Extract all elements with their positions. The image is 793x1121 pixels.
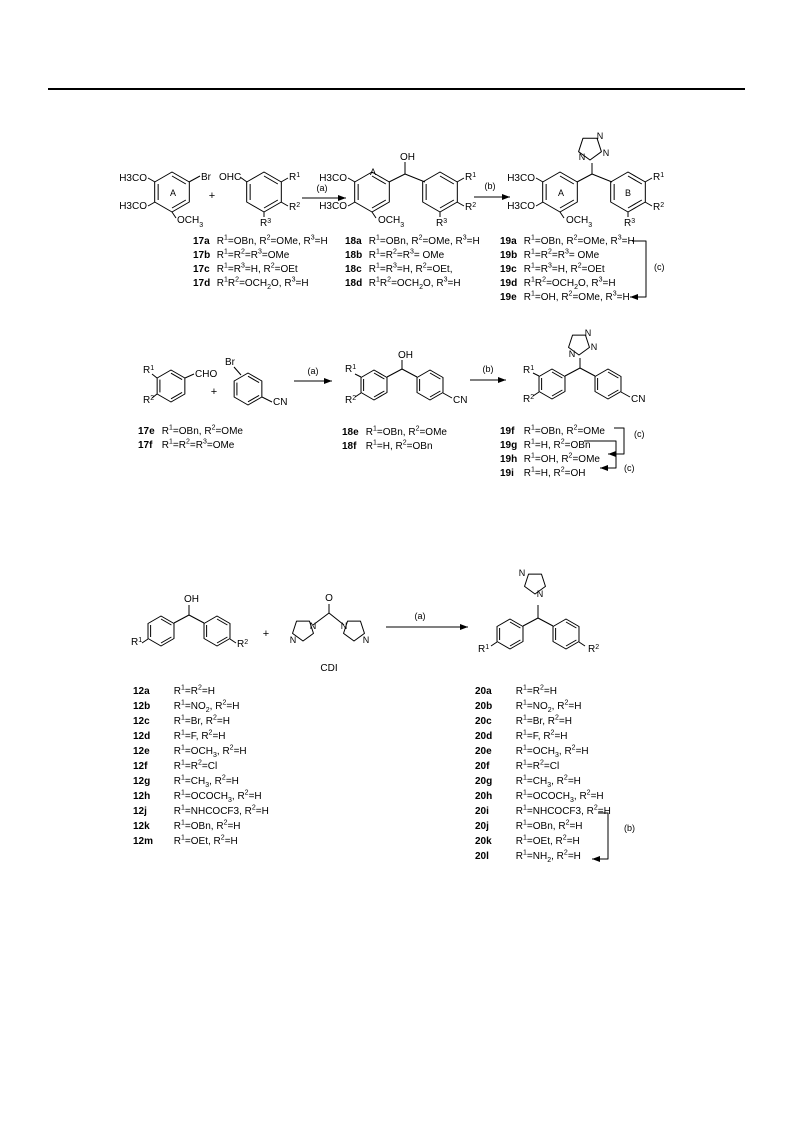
br-atom: Br bbox=[225, 357, 235, 368]
methoxy-group: $OCH_3$ bbox=[378, 215, 405, 229]
bond bbox=[443, 393, 452, 398]
compound-id: 20h bbox=[475, 791, 493, 802]
bracket-c bbox=[632, 241, 646, 297]
compound-substituents: $R^1=F$, $R^2=H$ bbox=[173, 729, 226, 742]
aromatic-bond bbox=[172, 176, 186, 184]
bond bbox=[523, 618, 538, 626]
compound-substituents: $R^1=OBn$, $R^2=H$ bbox=[515, 819, 583, 832]
bond bbox=[579, 642, 585, 646]
compound-id: 19i bbox=[500, 468, 514, 479]
compound-substituents: $R^1=R^2=H$ bbox=[515, 684, 557, 697]
compound-substituents: $R^1=R^2=Cl$ bbox=[515, 759, 560, 772]
compound-substituents: $R^1=CH_3$, $R^2=H$ bbox=[173, 774, 239, 789]
bond bbox=[457, 178, 464, 182]
compound-id: 19e bbox=[500, 292, 517, 303]
methoxy-group: $OCH_3$ bbox=[566, 215, 593, 229]
compound-id: 12m bbox=[133, 836, 154, 847]
r1-label: $R^1$ bbox=[523, 364, 535, 376]
bond bbox=[174, 615, 189, 623]
aromatic-bond bbox=[430, 391, 440, 397]
aromatic-bond bbox=[372, 200, 386, 208]
r1-label: $R^1$ bbox=[465, 171, 477, 183]
bond bbox=[577, 174, 592, 182]
compound-substituents: $R^1=NO_2$, $R^2=H$ bbox=[515, 699, 582, 714]
compound-entry-20d bbox=[475, 731, 568, 743]
compound-substituents: $R^1R^2=OCH_2O$, $R^3=H$ bbox=[368, 276, 461, 291]
aryl-ring bbox=[361, 370, 387, 400]
aromatic-bond bbox=[552, 390, 562, 396]
aromatic-bond bbox=[430, 373, 440, 379]
compound-id: 12c bbox=[133, 716, 150, 727]
compound-substituents: $R^1=R^2=R^3=$ OMe bbox=[523, 248, 600, 261]
compound-substituents: $R^1R^2=OCH_2O$, $R^3=H$ bbox=[216, 276, 309, 291]
bond bbox=[148, 202, 155, 206]
bond bbox=[645, 202, 652, 206]
compound-entry-17a bbox=[193, 236, 328, 248]
r2-label: $R^2$ bbox=[345, 394, 357, 406]
r3-label: $R^3$ bbox=[624, 217, 636, 229]
aldehyde-group: CHO bbox=[195, 369, 218, 380]
compound-substituents: $R^1=OBn$, $R^2=OMe$ bbox=[365, 425, 447, 438]
aromatic-bond bbox=[264, 176, 278, 184]
compound-substituents: $R^1=OBn$, $R^2=OMe$, $R^3=H$ bbox=[523, 234, 635, 247]
carbonyl-oxygen: O bbox=[325, 593, 333, 604]
compound-id: 17c bbox=[193, 264, 210, 275]
compound-id: 20b bbox=[475, 701, 493, 712]
compound-id: 18a bbox=[345, 236, 362, 247]
compound-entry-12m bbox=[133, 836, 238, 848]
bond bbox=[355, 374, 361, 377]
compound-entry-19d bbox=[500, 278, 616, 290]
ring-B-label: B bbox=[624, 188, 632, 198]
compound-id: 18f bbox=[342, 441, 357, 452]
bond bbox=[152, 374, 157, 378]
aromatic-bond bbox=[608, 372, 618, 378]
step-label-b: (b) bbox=[482, 364, 494, 374]
compound-entry-19a bbox=[500, 236, 635, 248]
compound-substituents: $R^1=NO_2$, $R^2=H$ bbox=[173, 699, 240, 714]
r2-label: $R^2$ bbox=[289, 201, 301, 213]
n-atom: N bbox=[289, 635, 297, 645]
compound-id: 20g bbox=[475, 776, 493, 787]
bond bbox=[148, 178, 155, 182]
bond bbox=[348, 202, 355, 206]
compound-id: 18d bbox=[345, 278, 363, 289]
r1-label: $R^1$ bbox=[478, 643, 490, 655]
compound-substituents: $R^1=OBn$, $R^2=H$ bbox=[173, 819, 241, 832]
aromatic-bond bbox=[566, 622, 576, 628]
aromatic-bond bbox=[248, 395, 259, 401]
bond bbox=[491, 642, 497, 646]
step-label-c: (c) bbox=[624, 463, 635, 473]
aromatic-bond bbox=[172, 200, 186, 208]
compound-id: 12f bbox=[133, 761, 148, 772]
compound-substituents: $R^1=OCH_3$, $R^2=H$ bbox=[515, 744, 589, 759]
aromatic-bond bbox=[264, 200, 278, 208]
compound-entry-12k bbox=[133, 821, 241, 833]
compound-entry-18c bbox=[345, 264, 453, 276]
compound-id: 19b bbox=[500, 250, 518, 261]
compound-entry-19e bbox=[500, 292, 630, 304]
aromatic-bond bbox=[217, 637, 227, 643]
compound-entry-20f bbox=[475, 761, 559, 773]
compound-id: 12b bbox=[133, 701, 151, 712]
compound-id: 17b bbox=[193, 250, 211, 261]
step-label-c: (c) bbox=[634, 429, 645, 439]
compound-substituents: $R^1=OEt$, $R^2=H$ bbox=[173, 834, 238, 847]
compound-substituents: $R^1=R^2=R^3=OMe$ bbox=[216, 248, 290, 261]
hydroxyl-group: OH bbox=[184, 594, 199, 605]
r3-label: $R^3$ bbox=[436, 217, 448, 229]
bond bbox=[536, 202, 543, 206]
step-label-b: (b) bbox=[484, 181, 496, 191]
bond bbox=[281, 202, 288, 206]
compound-id: 17e bbox=[138, 426, 155, 437]
aromatic-bond bbox=[217, 619, 227, 625]
aromatic-bond bbox=[171, 373, 182, 379]
compound-entry-12g bbox=[133, 776, 239, 788]
r2-label: $R^2$ bbox=[465, 201, 477, 213]
n-atom: N bbox=[568, 349, 576, 359]
compound-id: 19f bbox=[500, 426, 515, 437]
aromatic-bond bbox=[510, 640, 520, 646]
compound-substituents: $R^1=R^3=H$, $R^2=OEt$ bbox=[523, 262, 605, 275]
bond bbox=[389, 174, 405, 182]
bond bbox=[580, 368, 595, 376]
methoxy-group: H3CO bbox=[319, 173, 347, 184]
compound-entry-20c bbox=[475, 716, 572, 728]
compound-id: 19h bbox=[500, 454, 518, 465]
step-label-b: (b) bbox=[624, 823, 635, 833]
aldehyde-ring bbox=[247, 172, 282, 212]
compound-entry-12f bbox=[133, 761, 217, 773]
compound-entry-19h bbox=[500, 454, 600, 466]
compound-substituents: $R^1=Br$, $R^2=H$ bbox=[173, 714, 230, 727]
compound-entry-18f bbox=[342, 441, 433, 453]
compound-entry-19g bbox=[500, 440, 591, 452]
n-atom: N bbox=[309, 621, 317, 631]
bond bbox=[185, 374, 194, 378]
cdi-label: CDI bbox=[320, 663, 338, 674]
compound-substituents: $R^1R^2=OCH_2O$, $R^3=H$ bbox=[523, 276, 616, 291]
bond bbox=[645, 178, 652, 182]
r2-label: $R^2$ bbox=[588, 643, 600, 655]
bond bbox=[565, 368, 580, 376]
compound-entry-12a bbox=[133, 686, 215, 698]
compound-id: 12d bbox=[133, 731, 151, 742]
ring-A bbox=[355, 172, 390, 212]
n-atom: N bbox=[518, 568, 526, 578]
compound-entry-20h bbox=[475, 791, 604, 803]
bracket-b bbox=[592, 813, 608, 859]
ring-A-label: A bbox=[169, 188, 177, 198]
bond bbox=[262, 397, 272, 402]
compound-entry-20b bbox=[475, 701, 581, 713]
compound-substituents: $R^1=OBn$, $R^2=OMe$ bbox=[523, 424, 605, 437]
aromatic-bond bbox=[374, 373, 384, 379]
compound-entry-20i bbox=[475, 806, 611, 818]
compound-id: 20e bbox=[475, 746, 492, 757]
n-atom: N bbox=[584, 328, 592, 338]
bond bbox=[402, 369, 417, 377]
step-label-a: (a) bbox=[316, 183, 328, 193]
compound-id: 12g bbox=[133, 776, 151, 787]
compound-id: 20d bbox=[475, 731, 493, 742]
compound-id: 20f bbox=[475, 761, 490, 772]
aromatic-bond bbox=[161, 619, 171, 625]
compound-entry-19b bbox=[500, 250, 599, 262]
n-atom: N bbox=[536, 589, 544, 599]
aldehyde-group: OHC bbox=[219, 172, 242, 183]
compound-entry-20e bbox=[475, 746, 589, 758]
compound-entry-17c bbox=[193, 264, 298, 276]
aryl-ring bbox=[148, 616, 174, 646]
n-atom: N bbox=[578, 152, 586, 162]
compound-entry-18e bbox=[342, 427, 447, 439]
compound-id: 17a bbox=[193, 236, 210, 247]
aromatic-bond bbox=[440, 200, 454, 208]
compound-entry-19i bbox=[500, 468, 586, 480]
compound-entry-18b bbox=[345, 250, 444, 262]
aromatic-bond bbox=[510, 622, 520, 628]
bond bbox=[372, 212, 376, 218]
benzonitrile-ring bbox=[417, 370, 443, 400]
compound-substituents: $R^1=OCH_3$, $R^2=H$ bbox=[173, 744, 247, 759]
compound-substituents: $R^1=OH$, $R^2=OMe$, $R^3=H$ bbox=[523, 290, 630, 303]
hydroxyl-group: OH bbox=[400, 152, 415, 163]
compound-substituents: $R^1=H$, $R^2=OH$ bbox=[523, 466, 586, 479]
r2-label: $R^2$ bbox=[237, 638, 249, 650]
aromatic-bond bbox=[248, 376, 259, 382]
compound-id: 20k bbox=[475, 836, 492, 847]
compound-substituents: $R^1=R^2=R^3=$ OMe bbox=[368, 248, 445, 261]
compound-substituents: $R^1=R^3=H$, $R^2=OEt$, bbox=[368, 262, 453, 275]
compound-id: 12h bbox=[133, 791, 151, 802]
compound-id: 20a bbox=[475, 686, 492, 697]
compound-substituents: $R^1=R^2=Cl$ bbox=[173, 759, 218, 772]
compound-id: 17d bbox=[193, 278, 211, 289]
compound-id: 19g bbox=[500, 440, 518, 451]
r1-label: $R^1$ bbox=[289, 171, 301, 183]
compound-entry-12e bbox=[133, 746, 247, 758]
compound-substituents: $R^1=NHCOCF3$, $R^2=H$ bbox=[515, 804, 611, 817]
aromatic-bond bbox=[560, 200, 574, 208]
r1-label: $R^1$ bbox=[653, 171, 665, 183]
step-label-a: (a) bbox=[307, 366, 319, 376]
aromatic-bond bbox=[171, 392, 182, 398]
r1-label: $R^1$ bbox=[131, 636, 143, 648]
bond bbox=[457, 202, 464, 206]
nitrile-group: CN bbox=[453, 395, 468, 406]
bond bbox=[172, 212, 176, 218]
methoxy-group: H3CO bbox=[119, 173, 147, 184]
compound-entry-20l bbox=[475, 851, 581, 863]
plus-sign: + bbox=[208, 190, 216, 202]
br-atom: Br bbox=[201, 172, 211, 183]
compound-id: 20l bbox=[475, 851, 489, 862]
aromatic-bond bbox=[560, 176, 574, 184]
aldehyde-ring bbox=[157, 370, 185, 402]
compound-substituents: $R^1=OBn$, $R^2=OMe$, $R^3=H$ bbox=[216, 234, 328, 247]
compound-substituents: $R^1=OBn$, $R^2=OMe$ bbox=[161, 424, 243, 437]
compound-entry-12b bbox=[133, 701, 239, 713]
n-atom: N bbox=[340, 621, 348, 631]
compound-substituents: $R^1=NH_2$, $R^2=H$ bbox=[515, 849, 581, 864]
compound-entry-12c bbox=[133, 716, 230, 728]
compound-id: 12j bbox=[133, 806, 147, 817]
compound-entry-19c bbox=[500, 264, 605, 276]
compound-substituents: $R^1=H$, $R^2=OBn$ bbox=[523, 438, 591, 451]
compound-substituents: $R^1=OBn$, $R^2=OMe$, $R^3=H$ bbox=[368, 234, 480, 247]
compound-id: 12k bbox=[133, 821, 150, 832]
bond bbox=[538, 618, 553, 626]
compound-id: 18c bbox=[345, 264, 362, 275]
compound-id: 19a bbox=[500, 236, 517, 247]
compound-entry-17e bbox=[138, 426, 243, 438]
bond bbox=[230, 639, 236, 643]
r1-label: $R^1$ bbox=[143, 364, 155, 376]
aromatic-bond bbox=[372, 176, 386, 184]
methoxy-group: H3CO bbox=[319, 201, 347, 212]
methoxy-group: H3CO bbox=[119, 201, 147, 212]
compound-id: 19d bbox=[500, 278, 518, 289]
compound-substituents: $R^1=OCOCH_3$, $R^2=H$ bbox=[515, 789, 604, 804]
compound-entry-20j bbox=[475, 821, 583, 833]
compound-substituents: $R^1=OEt$, $R^2=H$ bbox=[515, 834, 580, 847]
bond bbox=[142, 639, 148, 643]
ring-A-label: A bbox=[557, 188, 565, 198]
aromatic-bond bbox=[161, 637, 171, 643]
bond bbox=[536, 178, 543, 182]
bond bbox=[387, 369, 402, 377]
aromatic-bond bbox=[566, 640, 576, 646]
compound-id: 17f bbox=[138, 440, 153, 451]
compound-substituents: $R^1=F$, $R^2=H$ bbox=[515, 729, 568, 742]
compound-entry-17f bbox=[138, 440, 234, 452]
bond bbox=[234, 367, 241, 375]
n-atom: N bbox=[590, 342, 598, 352]
r1-label: $R^1$ bbox=[345, 363, 357, 375]
compound-id: 18b bbox=[345, 250, 363, 261]
bond bbox=[621, 392, 630, 397]
compound-id: 18e bbox=[342, 427, 359, 438]
ring-B bbox=[423, 172, 458, 212]
aryl-ring bbox=[553, 619, 579, 649]
r2-label: $R^2$ bbox=[143, 394, 155, 406]
compound-substituents: $R^1=R^2=R^3=OMe$ bbox=[161, 438, 235, 451]
compound-entry-17d bbox=[193, 278, 309, 290]
bond bbox=[533, 373, 539, 376]
compound-substituents: $R^1=OCOCH_3$, $R^2=H$ bbox=[173, 789, 262, 804]
bond bbox=[281, 178, 288, 182]
bond bbox=[560, 212, 564, 218]
plus-sign: + bbox=[262, 628, 270, 640]
bond bbox=[592, 174, 612, 182]
aromatic-bond bbox=[374, 391, 384, 397]
aromatic-bond bbox=[628, 176, 642, 184]
nitrile-group: CN bbox=[273, 397, 288, 408]
compound-entry-18d bbox=[345, 278, 461, 290]
bond bbox=[189, 176, 200, 182]
bond bbox=[405, 174, 425, 182]
compound-entry-19f bbox=[500, 426, 605, 438]
compound-entry-17b bbox=[193, 250, 289, 262]
benzonitrile-ring bbox=[595, 369, 621, 399]
aryl-ring bbox=[497, 619, 523, 649]
compound-id: 20j bbox=[475, 821, 489, 832]
step-label-c: (c) bbox=[654, 262, 665, 272]
compound-substituents: $R^1=R^2=H$ bbox=[173, 684, 215, 697]
compound-substituents: $R^1=R^3=H$, $R^2=OEt$ bbox=[216, 262, 298, 275]
aromatic-bond bbox=[608, 390, 618, 396]
compound-id: 19c bbox=[500, 264, 517, 275]
n-atom: N bbox=[596, 131, 604, 141]
r2-label: $R^2$ bbox=[653, 201, 665, 213]
compound-id: 20c bbox=[475, 716, 492, 727]
hydroxyl-group: OH bbox=[398, 350, 413, 361]
bond bbox=[189, 615, 204, 623]
compound-substituents: $R^1=Br$, $R^2=H$ bbox=[515, 714, 572, 727]
compound-entry-20k bbox=[475, 836, 580, 848]
compound-entry-12h bbox=[133, 791, 262, 803]
methoxy-group: H3CO bbox=[507, 201, 535, 212]
ring-A-label: A bbox=[369, 167, 377, 177]
compound-id: 12e bbox=[133, 746, 150, 757]
nitrile-group: CN bbox=[631, 394, 646, 405]
compound-entry-20a bbox=[475, 686, 557, 698]
step-label-a: (a) bbox=[414, 611, 426, 621]
compound-substituents: $R^1=NHCOCF3$, $R^2=H$ bbox=[173, 804, 269, 817]
compound-entry-12d bbox=[133, 731, 226, 743]
methoxy-group: H3CO bbox=[507, 173, 535, 184]
compound-substituents: $R^1=CH_3$, $R^2=H$ bbox=[515, 774, 581, 789]
plus-sign: + bbox=[210, 386, 218, 398]
compound-id: 20i bbox=[475, 806, 489, 817]
aryl-ring bbox=[539, 369, 565, 399]
r2-label: $R^2$ bbox=[523, 393, 535, 405]
compound-substituents: $R^1=OH$, $R^2=OMe$ bbox=[523, 452, 600, 465]
bromobenzonitrile-ring bbox=[234, 373, 262, 405]
compound-entry-12j bbox=[133, 806, 269, 818]
n-atom: N bbox=[362, 635, 370, 645]
compound-substituents: $R^1=H$, $R^2=OBn$ bbox=[365, 439, 433, 452]
aryl-ring bbox=[204, 616, 230, 646]
aromatic-bond bbox=[628, 200, 642, 208]
compound-entry-20g bbox=[475, 776, 581, 788]
aromatic-bond bbox=[552, 372, 562, 378]
n-atom: N bbox=[602, 148, 610, 158]
bond bbox=[348, 178, 355, 182]
methoxy-group: $OCH_3$ bbox=[177, 215, 204, 229]
compound-entry-18a bbox=[345, 236, 480, 248]
compound-id: 12a bbox=[133, 686, 150, 697]
aromatic-bond bbox=[440, 176, 454, 184]
r3-label: $R^3$ bbox=[260, 217, 272, 229]
